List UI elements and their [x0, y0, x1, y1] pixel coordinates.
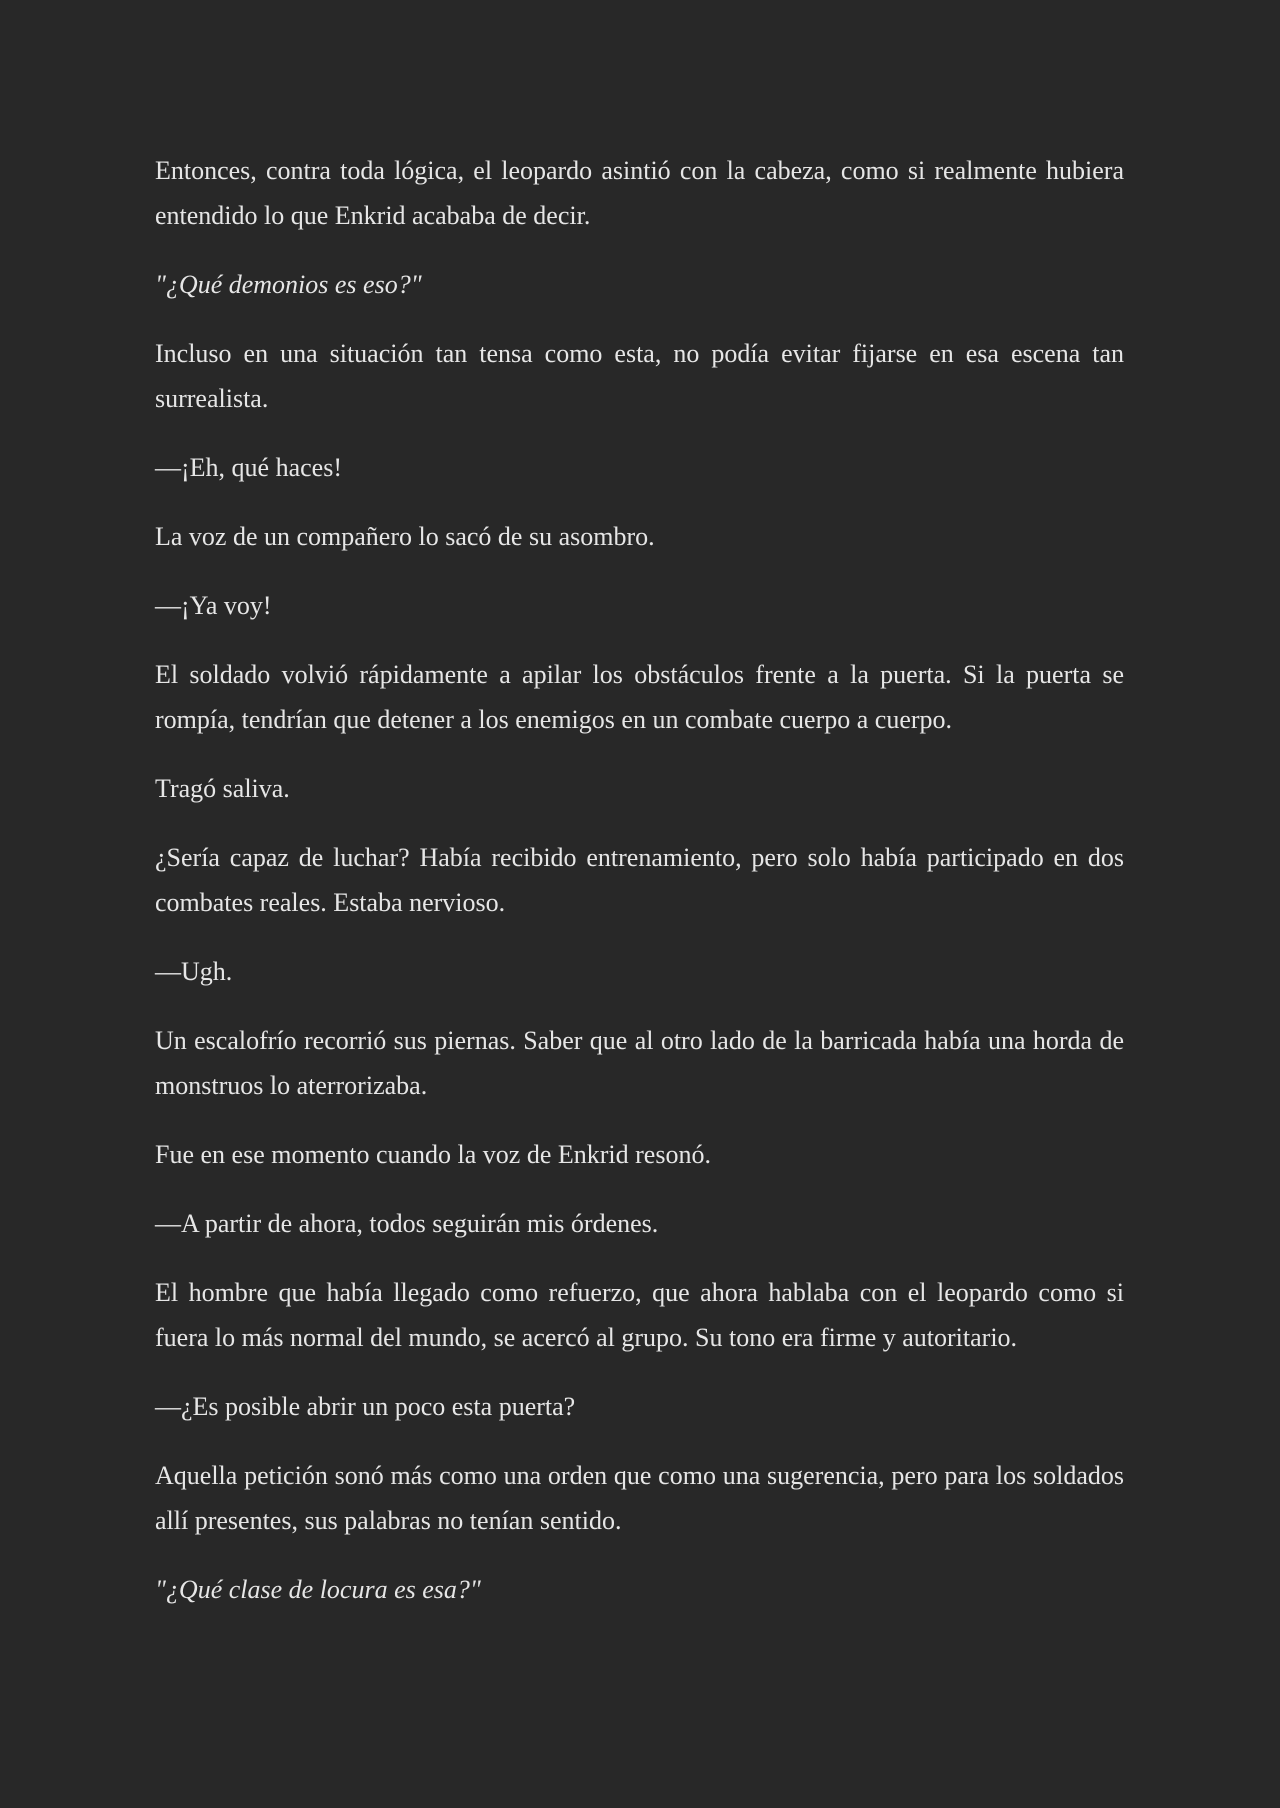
paragraph: Un escalofrío recorrió sus piernas. Saber que al otro lado de la barricada había una horda de monstruos lo aterrorizaba. — [155, 1026, 1124, 1100]
thought-paragraph: "¿Qué clase de locura es esa?" — [155, 1575, 481, 1604]
paragraph: Aquella petición sonó más como una orden que como una sugerencia, pero para los soldados allí presentes, sus palabras no tenían sentido. — [155, 1461, 1124, 1535]
dialogue-paragraph: —Ugh. — [155, 957, 233, 986]
dialogue-paragraph: —A partir de ahora, todos seguirán mis órdenes. — [155, 1209, 659, 1238]
dialogue-paragraph: —¿Es posible abrir un poco esta puerta? — [155, 1392, 576, 1421]
paragraph: Tragó saliva. — [155, 774, 290, 803]
paragraph: La voz de un compañero lo sacó de su asombro. — [155, 522, 655, 551]
dialogue-paragraph: —¡Ya voy! — [155, 591, 272, 620]
paragraph: Fue en ese momento cuando la voz de Enkrid resonó. — [155, 1140, 711, 1169]
paragraph: Entonces, contra toda lógica, el leopardo asintió con la cabeza, como si realmente hubiera entendido lo que Enkrid acababa de decir. — [155, 156, 1124, 230]
paragraph: ¿Sería capaz de luchar? Había recibido entrenamiento, pero solo había participado en dos combates reales. Estaba nervioso. — [155, 843, 1124, 917]
dialogue-paragraph: —¡Eh, qué haces! — [155, 453, 342, 482]
paragraph: El soldado volvió rápidamente a apilar los obstáculos frente a la puerta. Si la puerta se rompía, tendrían que detener a los enemigos en un combate cuerpo a cuerpo. — [155, 660, 1124, 734]
paragraph: El hombre que había llegado como refuerzo, que ahora hablaba con el leopardo como si fuera lo más normal del mundo, se acercó al grupo. Su tono era firme y autoritario. — [155, 1278, 1124, 1352]
chapter-text — [155, 148, 1124, 1636]
paragraph: Incluso en una situación tan tensa como esta, no podía evitar fijarse en esa escena tan surrealista. — [155, 339, 1124, 413]
thought-paragraph: "¿Qué demonios es eso?" — [155, 270, 422, 299]
